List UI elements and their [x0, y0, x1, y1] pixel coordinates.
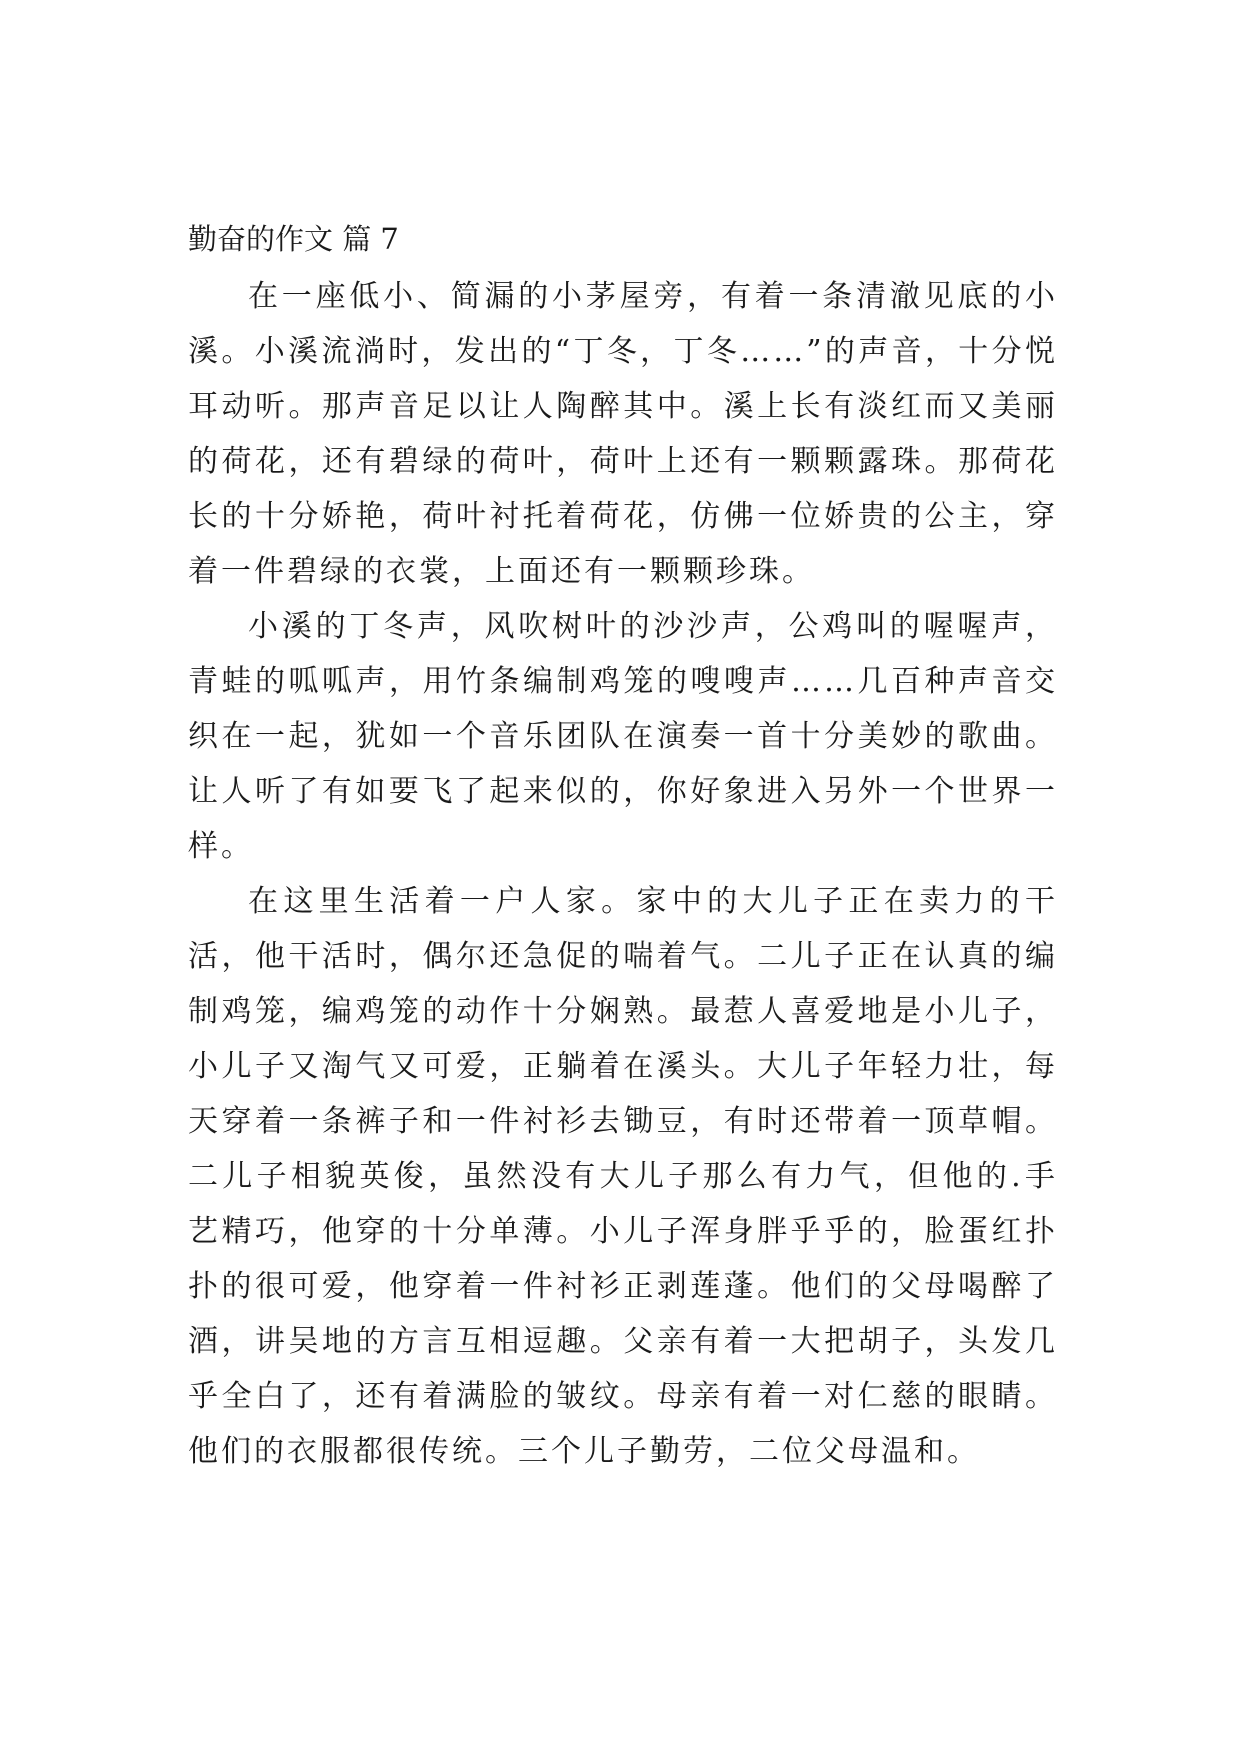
paragraph-3: 在这里生活着一户人家。家中的大儿子正在卖力的干活，他干活时，偶尔还急促的喘着气。二儿子正在认真的编制鸡笼，编鸡笼的动作十分娴熟。最惹人喜爱地是小儿子，小儿子又淘气又可爱，正躺着在溪头。大儿子年轻力壮，每天穿着一条裤子和一件衬衫去锄豆，有时还带着一顶草帽。二儿子相貌英俊，虽然没有大儿子那么有力气，但他的.手艺精巧，他穿的十分单薄。小儿子浑身胖乎乎的，脸蛋红扑扑的很可爱，他穿着一件衬衫正剥莲蓬。他们的父母喝醉了酒，讲吴地的方言互相逗趣。父亲有着一大把胡子，头发几乎全白了，还有着满脸的皱纹。母亲有着一对仁慈的眼睛。他们的衣服都很传统。三个儿子勤劳，二位父母温和。 — [188, 884, 1058, 1469]
document-title: 勤奋的作文 篇 7 — [188, 222, 399, 256]
document-body — [188, 219, 1058, 1479]
paragraph-2: 小溪的丁冬声，风吹树叶的沙沙声，公鸡叫的喔喔声，青蛙的呱呱声，用竹条编制鸡笼的嗖嗖声……几百种声音交织在一起，犹如一个音乐团队在演奏一首十分美妙的歌曲。让人听了有如要飞了起来似的，你好象进入另外一个世界一样。 — [188, 609, 1058, 864]
paragraph-1: 在一座低小、简漏的小茅屋旁，有着一条清澈见底的小溪。小溪流淌时，发出的“丁冬，丁冬……”的声音，十分悦耳动听。那声音足以让人陶醉其中。溪上长有淡红而又美丽的荷花，还有碧绿的荷叶，荷叶上还有一颗颗露珠。那荷花长的十分娇艳，荷叶衬托着荷花，仿佛一位娇贵的公主，穿着一件碧绿的衣裳，上面还有一颗颗珍珠。 — [188, 279, 1058, 589]
